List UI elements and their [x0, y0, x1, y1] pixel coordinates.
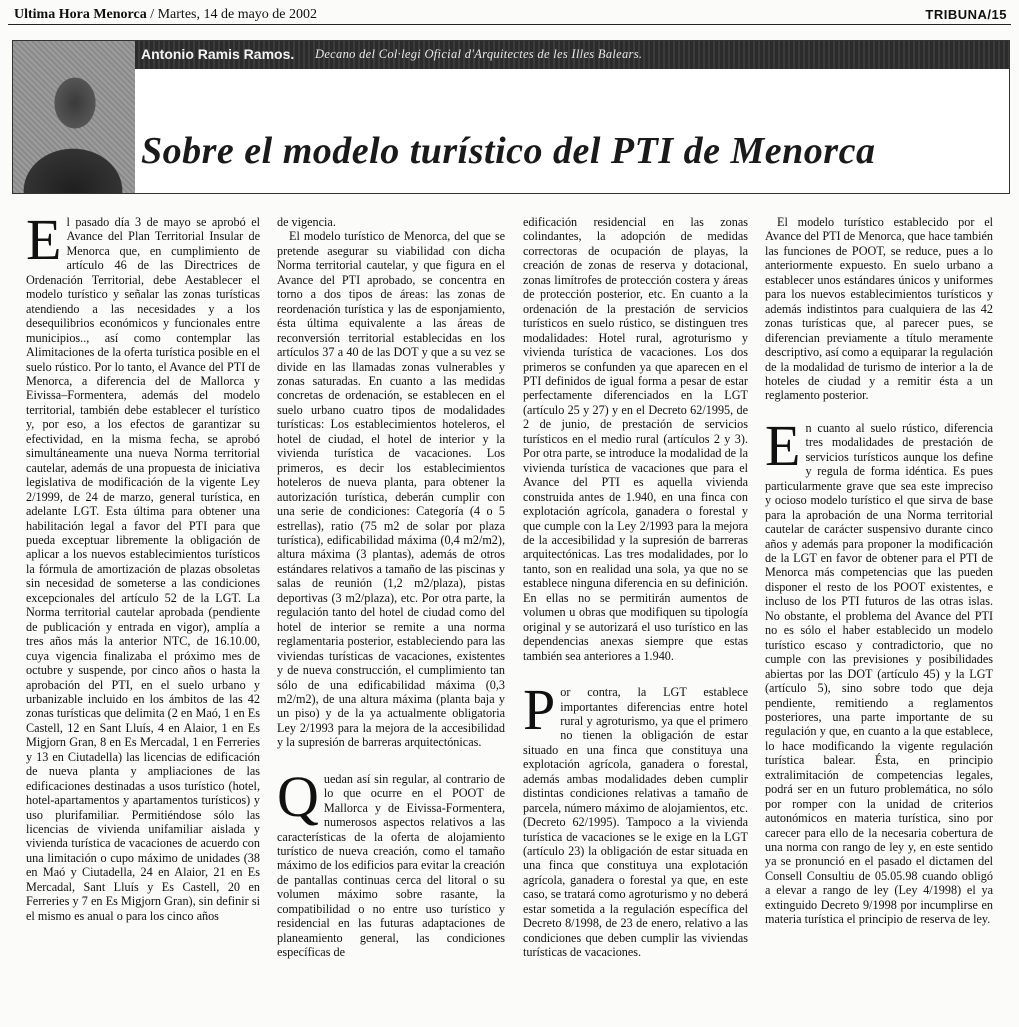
publication-name [14, 7, 317, 23]
paragraph-text: uedan así sin regular, al contrario de lo que ocurre en el POOT de Mallorca y de Eivissa-Formentera, numerosos aspectos relativos a las características de la oferta de alojamiento turístico de nueva creación, como el tamaño máximo de los edificios para evitar la creación de pantallas continuas cerca del litoral o su volumen máximo sobre rasante, la compatibilidad o no entre uso turístico y residencial en las futuras adaptaciones de planeamiento general, las condiciones específicas de [277, 771, 505, 960]
paragraph [765, 412, 993, 927]
author-role: Decano del Col·legi Oficial d'Arquitectes de les Illes Balears. [315, 47, 643, 61]
publication-title: Ultima Hora Menorca [14, 7, 147, 22]
byline-bar [135, 41, 1009, 69]
paragraph [277, 763, 505, 960]
column-3 [523, 215, 748, 960]
column-4 [765, 215, 993, 927]
paragraph-text: or contra, la LGT establece importantes diferencias entre hotel rural y agroturismo, ya que el primero no tienen la obligación de estar situado en una finca que constituya una explotación agrícola, ganadera o forestal, además ambas modalidades deben cumplir distintas condiciones relativas a tamaño de parcela, número máximo de alojamientos, etc. (Decreto 62/1995). Tampoco a la vivienda turística de vacaciones se le exige en la LGT (artículo 23) la obligación de estar situada en una finca que constituya una explotación agrícola, ganadera o forestal ya que, en este caso, se tratará como agroturismo y no deberá estar sometida a la regulación específica del Decreto 8/1998, de 23 de enero, relativo a las condiciones que deben cumplir las viviendas turísticas de vacaciones. [523, 685, 748, 960]
paragraph-text: n cuanto al suelo rústico, diferencia tres modalidades de prestación de servicios turísticos aunque los define y regula de forma idéntica. Es pues particularmente grave que sea este impreciso y ocioso modelo turístico el que sirva de base para la aprobación de una Norma territorial cautelar de carácter suspensivo durante cinco años y además para proponer la modificación de la LGT en favor de obtener para el PTI de Menorca más competencias que las pueden disponer el resto de los POOT existentes, e incluso de los PTI futuros de las otras islas. No obstante, el problema del Avance del PTI no es sólo el haber establecido un modelo turístico escaso y contradictorio, que no cumple con las previsiones y posibilidades abiertas por las DOT (artículo 45) y la LGT (artículo 5), sino sobre todo que deja pendiente, remitiendo a reglamentos posteriores, una parte importante de su regulación y que, en cuanto a la que establece, lo hace modificando la vigente regulación turística balear. Ésta, en principio extralimitación de competencias legales, podrá ser en un futuro problemática, no sólo por romper con la unidad de criterios autonómicos en materia turística, sino por carecer para ello de la necesaria cobertura de una norma con rango de ley y, en este sentido ya se pronunció en el pasado el dictamen del Consell Consultiu de 05.05.98 cuando obligó a elevar a rango de ley (Ley 4/1998) el ya extinguido Decreto 9/1998 por incumplirse en materia turística el principio de reserva de ley. [765, 420, 993, 927]
paragraph [26, 207, 260, 923]
spacer [523, 663, 748, 685]
drop-cap: P [523, 677, 556, 743]
drop-cap: E [765, 412, 801, 478]
drop-cap: Q [277, 763, 319, 829]
paragraph: El modelo turístico de Menorca, del que se pretende asegurar su viabilidad con dicha Norma territorial cautelar, y que figura en el Avance del PTI aprobado, se concentra en torno a dos tipos de áreas: las zonas de reordenación turística y las de esponjamiento, ésta última equivalente a las áreas de reconversión territorial establecidas en los artículos 37 a 40 de las DOT y que a su vez se divide en las llamadas zonas vulnerables y zonas saturadas. En cuanto a las medidas concretas de ordenación, se establecen en el suelo urbano cuatro tipos de modalidades turísticas: Los establecimientos hoteleros, el hotel de ciudad, el hotel de interior y la vivienda turística de vacaciones. Los primeros, es decir los establecimientos hoteleros de nueva planta, para obtener la autorización turística, deberán cumplir con una serie de condiciones: Categoría (4 o 5 estrellas), ratio (75 m2 de solar por plaza turística), edificabilidad máxima (0,4 m2/m2), altura máxima (3 plantas), además de otros estándares relativos a tamaño de las piscinas y salas de reunión (1,2 m2/plaza), pistas deportivas (3 m2/plaza), etc. Por otra parte, la regulación tanto del hotel de ciudad como del hotel de interior se remite a una norma reglamentaria posterior, estableciendo para las viviendas turísticas de vacaciones, existentes y de nueva construcción, el cumplimiento tan sólo de una edificabilidad máxima (0,3 m2/m2), de una altura máxima (planta baja y un piso) y de la ya actualmente obligatoria Ley 2/1993 para la mejora de la accesibilidad y la supresión de barreras arquitectónicas. [277, 229, 505, 750]
author-photo [13, 41, 135, 193]
paragraph [523, 677, 748, 960]
section-page: TRIBUNA/15 [925, 7, 1007, 22]
article-title: Sobre el modelo turístico del PTI de Menorca [141, 130, 876, 172]
masthead-strip [8, 6, 1011, 25]
drop-cap: E [26, 207, 62, 272]
author-name: Antonio Ramis Ramos. [141, 46, 295, 62]
column-2 [277, 215, 505, 960]
paragraph: El modelo turístico establecido por el Avance del PTI de Menorca, que hace también las funciones de POOT, se reduce, pues a lo anteriormente expuesto. En suelo urbano a establecer unos estándares únicos y uniformes para los nuevos establecimientos turísticos y además indistintos para cualquiera de las 42 zonas turísticas que, al parecer pues, se diferencian previamente a título meramente descriptivo, así como a equiparar la regulación de la modalidad de turismo de interior a la de hoteles de ciudad y a remitir ésta a un reglamento posterior. [765, 215, 993, 403]
paragraph-text: l pasado día 3 de mayo se aprobó el Avance del Plan Territorial Insular de Menorca que, en cumplimiento de artículo 46 de las Directrices de Ordenación Territorial, debe Aestablecer el modelo turístico y señalar las zonas turísticas atendiendo a las necesidades y a los desequilibrios económicos y funcionales entre municipios.., así como contemplar las Alimitaciones de la oferta turística posible en el suelo rústico. Por lo tanto, el Avance del PTI de Menorca, a diferencia del de Mallorca y Eivissa–Formentera, además del modelo territorial, también debe establecer el turístico y, por eso, a los efectos de garantizar su efectividad, en la misma fecha, se aprobó simultáneamente una nueva Norma territorial cautelar, además de una propuesta de iniciativa legislativa de modificación de la vigente Ley 2/1999, de 24 de marzo, general turística, en adelante LGT. Esta última para obtener una habilitación legal a favor del PTI para que pueda exceptuar libremente la obligación de aplicar a los nuevos establecimientos turísticos la fórmula de amortización de plazas obsoletas sin necesidad de someterse a las condiciones excepcionales del artículo 52 de la LGT. La Norma territorial cautelar aprobada (pendiente de publicación y entrada en vigor), amplía a tres años más la anterior NTC, de 16.10.00, cuya vigencia finalizaba el próximo mes de octubre y suspende, por cinco años o hasta la aprobación del PTI, en el suelo urbano y urbanizable incluido en los ámbitos de las 42 zonas turísticas que delimita (2 en Maó, 1 en Es Castell, 12 en Sant Lluís, 4 en Alaior, 1 en Es Migjorn Gran, 8 en Es Mercadal, 1 en Ferreries y 13 en Ciutadella) las licencias de edificación de nueva planta y ampliaciones de las edificaciones destinadas a usos turístico (hotel, hotel-apartamentos y apartamentos turísticos) y uso plurifamiliar. Permitiéndose sólo las licencias de vivienda unifamiliar aislada y vivienda turística de vacaciones de acuerdo con una limitación o cupo máximo de unidades (38 en Maó y Ciutadella, 24 en Alaior, 21 en Es Mercadal, Sant Lluís y Es Castell, 20 en Ferreries y 7 en Es Migjorn Gran), sin definir si el mismo es anual o para los cinco años [26, 215, 260, 923]
column-1 [26, 207, 260, 923]
article-header [12, 40, 1010, 194]
publication-date: / Martes, 14 de mayo de 2002 [150, 7, 318, 22]
paragraph: de vigencia. [277, 215, 336, 229]
paragraph: edificación residencial en las zonas colindantes, la adopción de medidas correctoras de ocupación de playas, la creación de zonas de reserva y dotacional, zonas limítrofes de protección costera y áreas de protección posterior, etc. En cuanto a la ordenación de la prestación de servicios turísticos en suelo rústico, se distinguen tres modalidades: Hotel rural, agroturismo y vivienda turística de vacaciones. Los dos primeros se confunden ya que aparecen en el PTI definidos de igual forma a pesar de estar perfectamente diferenciados en la LGT (artículo 25 y 27) y en el Decreto 62/1995, de 2 de junio, de prestación de servicios turísticos en el medio rural (artículos 2 y 3). Por otra parte, se introduce la modalidad de la vivienda turística de vacaciones que para el Avance del PTI es aquella vivienda construida antes de 1.940, en una finca con explotación agrícola, ganadera o forestal y que cumple con la Ley 2/1993 para la mejora de la accesibilidad y la supresión de barreras arquitectónicas. Las tres modalidades, por lo tanto, son en realidad una sola, ya que no se establece ninguna diferencia en su definición. En ellas no se permitirán aumentos de volumen u obras que modifiquen su tipología original y se autorizará el uso turístico en las dependencias anexas siempre que estas también sea anteriores a 1.940. [523, 215, 748, 663]
